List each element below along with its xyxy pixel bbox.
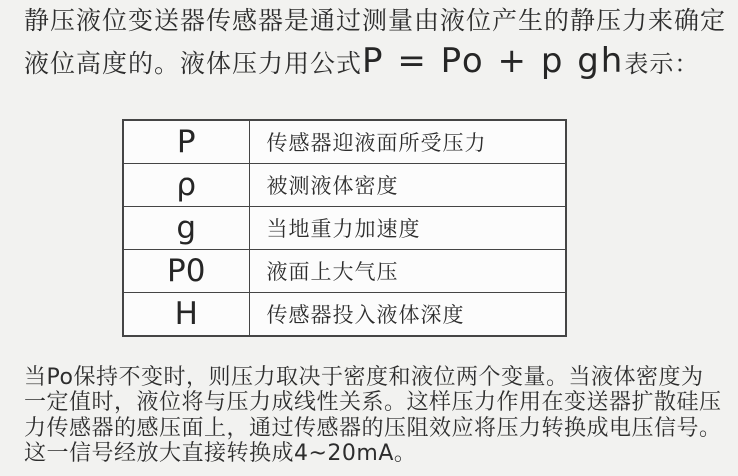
table-row — [123, 250, 566, 293]
symbol-definition-table — [122, 119, 567, 337]
description-cell: 当地重力加速度 — [249, 206, 566, 249]
symbol-cell: H — [123, 293, 249, 336]
table-row — [123, 206, 566, 249]
description-cell: 传感器投入液体深度 — [249, 293, 566, 336]
description-cell: 液面上大气压 — [249, 250, 566, 293]
intro-line-2 — [24, 40, 734, 88]
intro-paragraph — [24, 1, 734, 88]
intro-line-2-prefix: 液位高度的。液体压力用公式 — [24, 49, 363, 78]
pressure-formula: P = Po + p gh — [362, 41, 625, 81]
symbol-cell: P — [123, 120, 249, 163]
symbol-cell: P0 — [123, 250, 249, 293]
body-line: 一定值时，液位将与压力成线性关系。这样压力作用在变送器扩散硅压 — [24, 390, 722, 416]
intro-line-1: 静压液位变送器传感器是通过测量由液位产生的静压力来确定 — [24, 6, 727, 35]
table-row — [123, 293, 566, 336]
symbol-cell: g — [123, 206, 249, 249]
body-paragraph — [24, 365, 730, 467]
description-cell: 被测液体密度 — [249, 163, 566, 206]
symbol-cell: ρ — [123, 163, 249, 206]
table-row — [123, 120, 566, 163]
table-row — [123, 163, 566, 206]
intro-line-2-suffix: 表示： — [624, 50, 700, 78]
body-line: 力传感器的感压面上，通过传感器的压阻效应将压力转换成电压信号。 — [24, 415, 722, 441]
description-cell: 传感器迎液面所受压力 — [249, 120, 566, 163]
body-line: 当Po保持不变时，则压力取决于密度和液位两个变量。当液体密度为 — [24, 365, 704, 390]
body-line: 这一信号经放大直接转换成4~20mA。 — [24, 441, 417, 467]
